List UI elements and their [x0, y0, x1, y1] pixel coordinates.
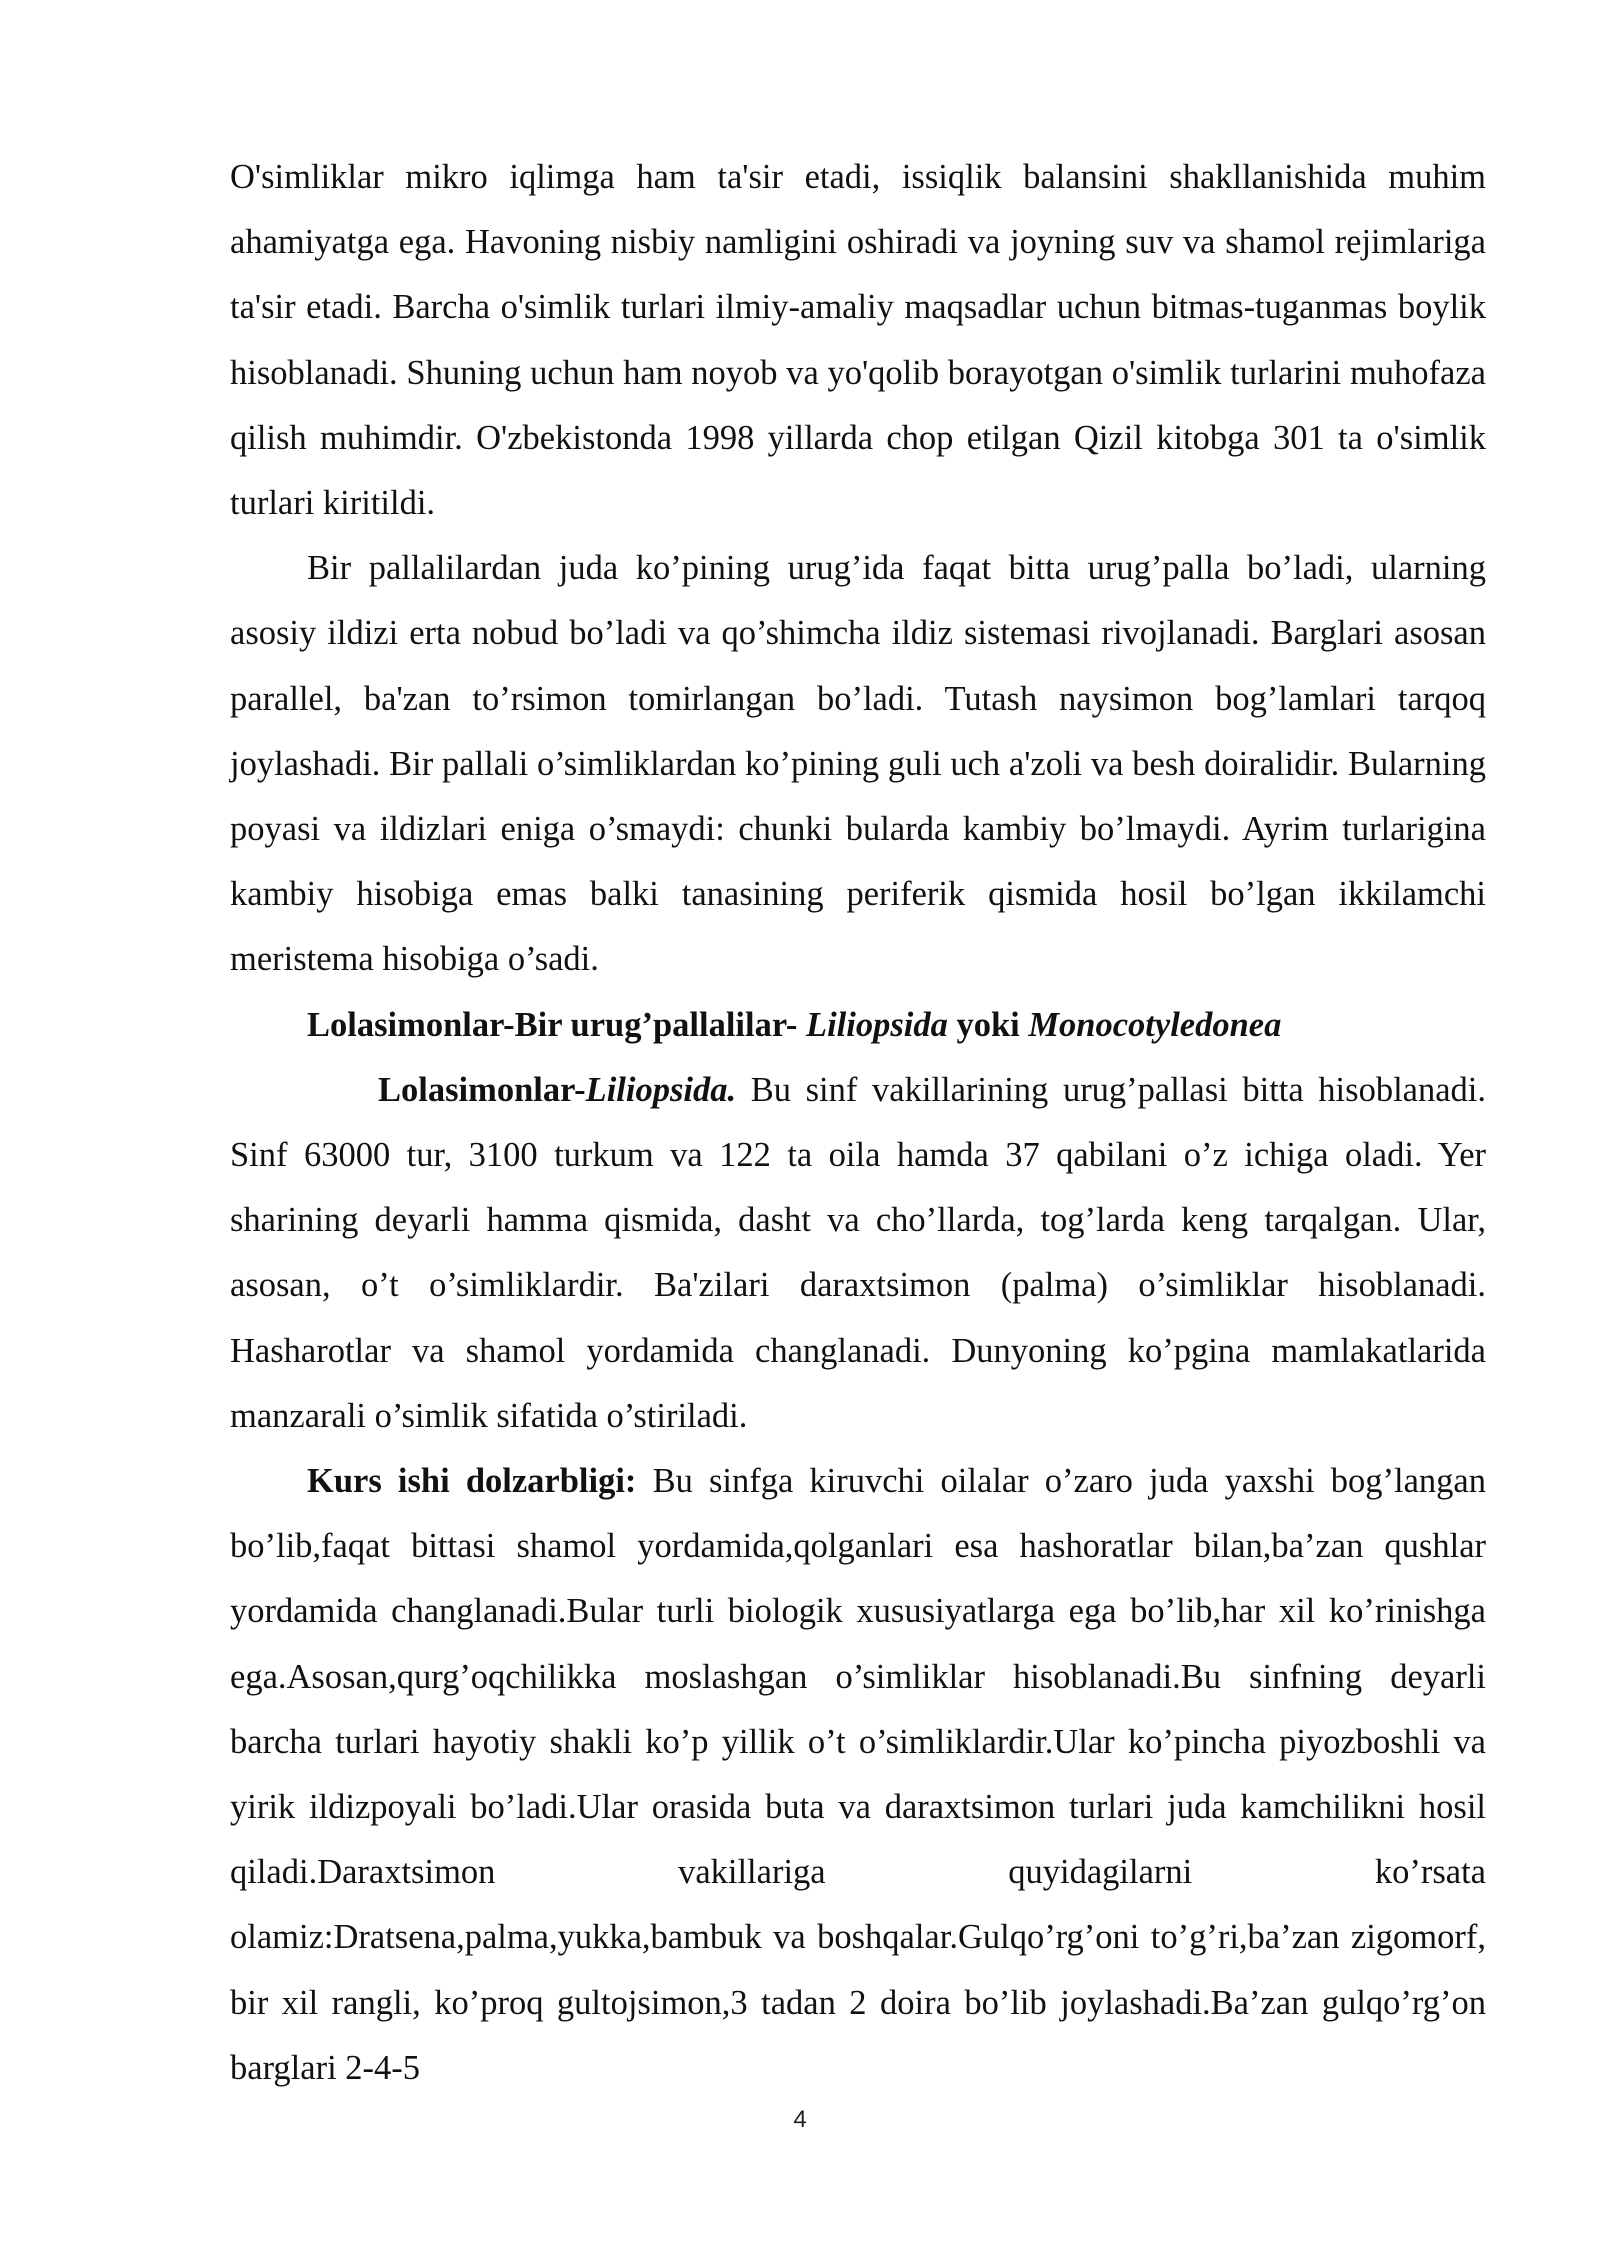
- heading-conjunction: yoki: [947, 1005, 1029, 1044]
- heading-text: Lolasimonlar-Bir urug’pallalilar-: [307, 1005, 806, 1044]
- paragraph-class-description: [230, 1058, 1486, 1449]
- paragraph-monocots-description: Bir pallalilardan juda ko’pining urug’ida faqat bitta urug’palla bo’ladi, ularning asosiy ildizi erta nobud bo’ladi va qo’shimcha ildiz sistemasi rivojlanadi. Barglari asosan parallel, ba'zan to’rsimon tomirlangan bo’ladi. Tutash naysimon bog’lamlari tarqoq joylashadi. Bir pallali o’simliklardan ko’pining guli uch a'zoli va besh doiralidir. Bularning poyasi va ildizlari eniga o’smaydi: chunki bularda kambiy bo’lmaydi. Ayrim turlarigina kambiy hisobiga emas balki tanasining periferik qismida hosil bo’lgan ikkilamchi meristema hisobiga o’sadi.: [230, 549, 1486, 979]
- paragraph-relevance: [230, 1449, 1486, 2101]
- page-number: 4: [793, 2106, 807, 2133]
- section-heading: [230, 993, 1486, 1058]
- paragraph-class-text: Bu sinf vakillarining urug’pallasi bitta hisoblanadi. Sinf 63000 tur, 3100 turkum va 122 ta oila hamda 37 qabilani o’z ichiga oladi. Yer sharining deyarli hamma qismida, dasht va cho’llarda, tog’larda keng tarqalgan. Ular, asosan, o’t o’simliklardir. Ba'zilari daraxtsimon (palma) o’simliklar hisoblanadi. Hasharotlar va shamol yordamida changlanadi. Dunyoning ko’pgina mamlakatlarida manzarali o’simlik sifatida o’stiriladi.: [230, 1070, 1486, 1435]
- term-lolasimonlar: Lolasimonlar-: [378, 1070, 586, 1109]
- paragraph-relevance-text: Bu sinfga kiruvchi oilalar o’zaro juda yaxshi bog’langan bo’lib,faqat bittasi shamol yordamida,qolganlari esa hashoratlar bilan,ba’zan qushlar yordamida changlanadi.Bular turli biologik xususiyatlarga ega bo’lib,har xil ko’rinishga ega.Asosan,qurg’oqchilikka moslashgan o’simliklar hisoblanadi.Bu sinfning deyarli barcha turlari hayotiy shakli ko’p yillik o’t o’simliklardir.Ular ko’pincha piyozboshli va yirik ildizpoyali bo’ladi.Ular orasida buta va daraxtsimon turlari juda kamchilikni hosil qiladi.Daraxtsimon vakillariga quyidagilarni ko’rsata olamiz:Dratsena,palma,yukka,bambuk va boshqalar.Gulqo’rg’oni to’g’ri,ba’zan zigomorf, bir xil rangli, ko’proq gultojsimon,3 tadan 2 doira bo’lib joylashadi.Ba’zan gulqo’rg’on barglari 2-4-5: [230, 1462, 1486, 2087]
- document-body: [230, 145, 1486, 2101]
- term-liliopsida: Liliopsida.: [585, 1070, 737, 1109]
- heading-latin-monocotyledonea: Monocotyledonea: [1028, 1005, 1282, 1044]
- term-kurs-ishi-dolzarbligi: Kurs ishi dolzarbligi:: [307, 1462, 637, 1501]
- paragraph-microclimate: O'simliklar mikro iqlimga ham ta'sir etadi, issiqlik balansini shakllanishida muhim ahamiyatga ega. Havoning nisbiy namligini oshiradi va joyning suv va shamol rejimlariga ta'sir etadi. Barcha o'simlik turlari ilmiy-amaliy maqsadlar uchun bitmas-tuganmas boylik hisoblanadi. Shuning uchun ham noyob va yo'qolib borayotgan o'simlik turlarini muhofaza qilish muhimdir. O'zbekistonda 1998 yillarda chop etilgan Qizil kitobga 301 ta o'simlik turlari kiritildi.: [230, 158, 1486, 523]
- heading-latin-liliopsida: Liliopsida: [806, 1005, 948, 1044]
